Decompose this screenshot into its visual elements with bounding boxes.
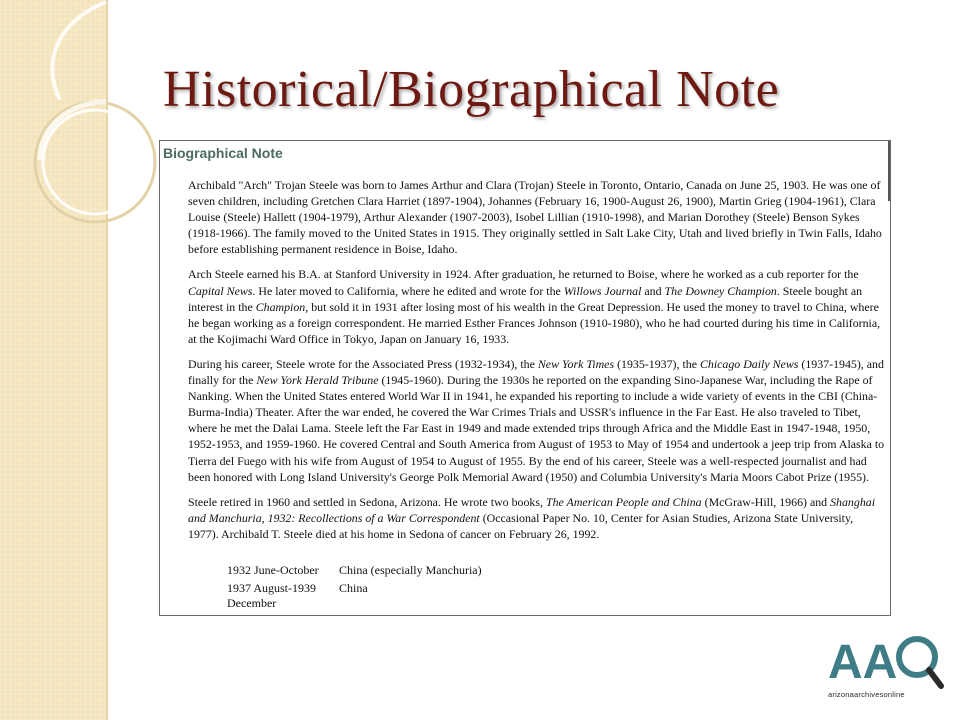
document-screenshot — [159, 140, 891, 616]
slide-title: Historical/Biographical Note — [163, 61, 780, 118]
paragraph-birth: Archibald "Arch" Trojan Steele was born to James Arthur and Clara (Trojan) Steele in Toronto, Ontario, Canada on June 25, 1903. He was one of seven children, including Gretchen Clara Harriet (1897-1904), Johannes (February 16, 1900-August 26, 1900), Martin Grieg (1904-1961), Clara Louise (Steele) Hallett (1904-1979), Arthur Alexander (1907-2003), Isobel Lillian (1910-1998), and Marian Dorothey (Steele) Benson Sykes (1918-1966). The family moved to the United States in 1915. They originally settled in Salt Lake City, Utah and lived briefly in Twin Falls, Idaho before establishing permanent residence in Boise, Idaho. — [188, 178, 882, 257]
paragraph-career: During his career, Steele wrote for the Associated Press (1932-1934), the New York Times (1935-1937), the Chicago Daily News (1937-1945), and finally for the New York Herald Tribune (1945-1960). During the 1930s he reported on the expanding Sino-Japanese War, including the Rape of Nanking. When the United States entered World War II in 1941, he expanded his reporting to include a wide variety of events in the CBI (China-Burma-India) Theater. After the war ended, he covered the War Crimes Trials and USSR's influence in the Far East. He also traveled to Tibet, where he met the Dalai Lama. Steele left the Far East in 1949 and made extended trips through Africa and the Middle East in 1947-1948, 1950, 1952-1953, and 1959-1960. He covered Central and South America from August of 1953 to May of 1954 and undertook a jeep trip from Alaska to Tierra del Fuego with his wife from August of 1954 to August of 1955. By the end of his career, Steele was a well-respected journalist and had been honored with Long Island University's George Polk Memorial Award (1950) and Columbia University's Maria Moors Cabot Prize (1955). — [188, 356, 885, 484]
chronology-table — [227, 563, 539, 614]
document-body — [188, 177, 886, 551]
chronology-place: China — [339, 581, 368, 595]
document-heading: Biographical Note — [163, 145, 283, 161]
svg-text:AA: AA — [828, 636, 898, 689]
chronology-date: 1937 August-1939 December — [227, 581, 317, 610]
chronology-place: China (especially Manchuria) — [339, 563, 482, 577]
chronology-row — [227, 581, 539, 611]
arizona-archives-online-logo — [828, 632, 946, 712]
chronology-date: 1932 June-October — [227, 563, 319, 577]
logo-tagline: arizonaarchivesonline — [828, 690, 905, 699]
paragraph-career-start: Arch Steele earned his B.A. at Stanford University in 1924. After graduation, he returned to Boise, where he worked as a cub reporter for the Capital News. He later moved to California, where he edited and wrote for the Willows Journal and The Downey Champion. Steele bought an interest in the Champion, but sold it in 1931 after losing most of his wealth in the Great Depression. He used the money to travel to China, where he began working as a foreign correspondent. He married Esther Frances Johnson (1910-1980), who he had courted during his time in California, at the Kojimachi Ward Office in Tokyo, Japan on January 16, 1933. — [188, 267, 881, 346]
paragraph-retirement: Steele retired in 1960 and settled in Sedona, Arizona. He wrote two books, The American People and China (McGraw-Hill, 1966) and Shanghai and Manchuria, 1932: Recollections of a War Correspondent (Occasional Paper No. 10, Center for Asian Studies, Arizona State University, 1977). Archibald T. Steele died at his home in Sedona of cancer on February 26, 1992. — [188, 494, 876, 541]
decorative-arcs — [0, 0, 160, 260]
chronology-row — [227, 563, 539, 578]
aao-logo-mark — [828, 632, 946, 692]
